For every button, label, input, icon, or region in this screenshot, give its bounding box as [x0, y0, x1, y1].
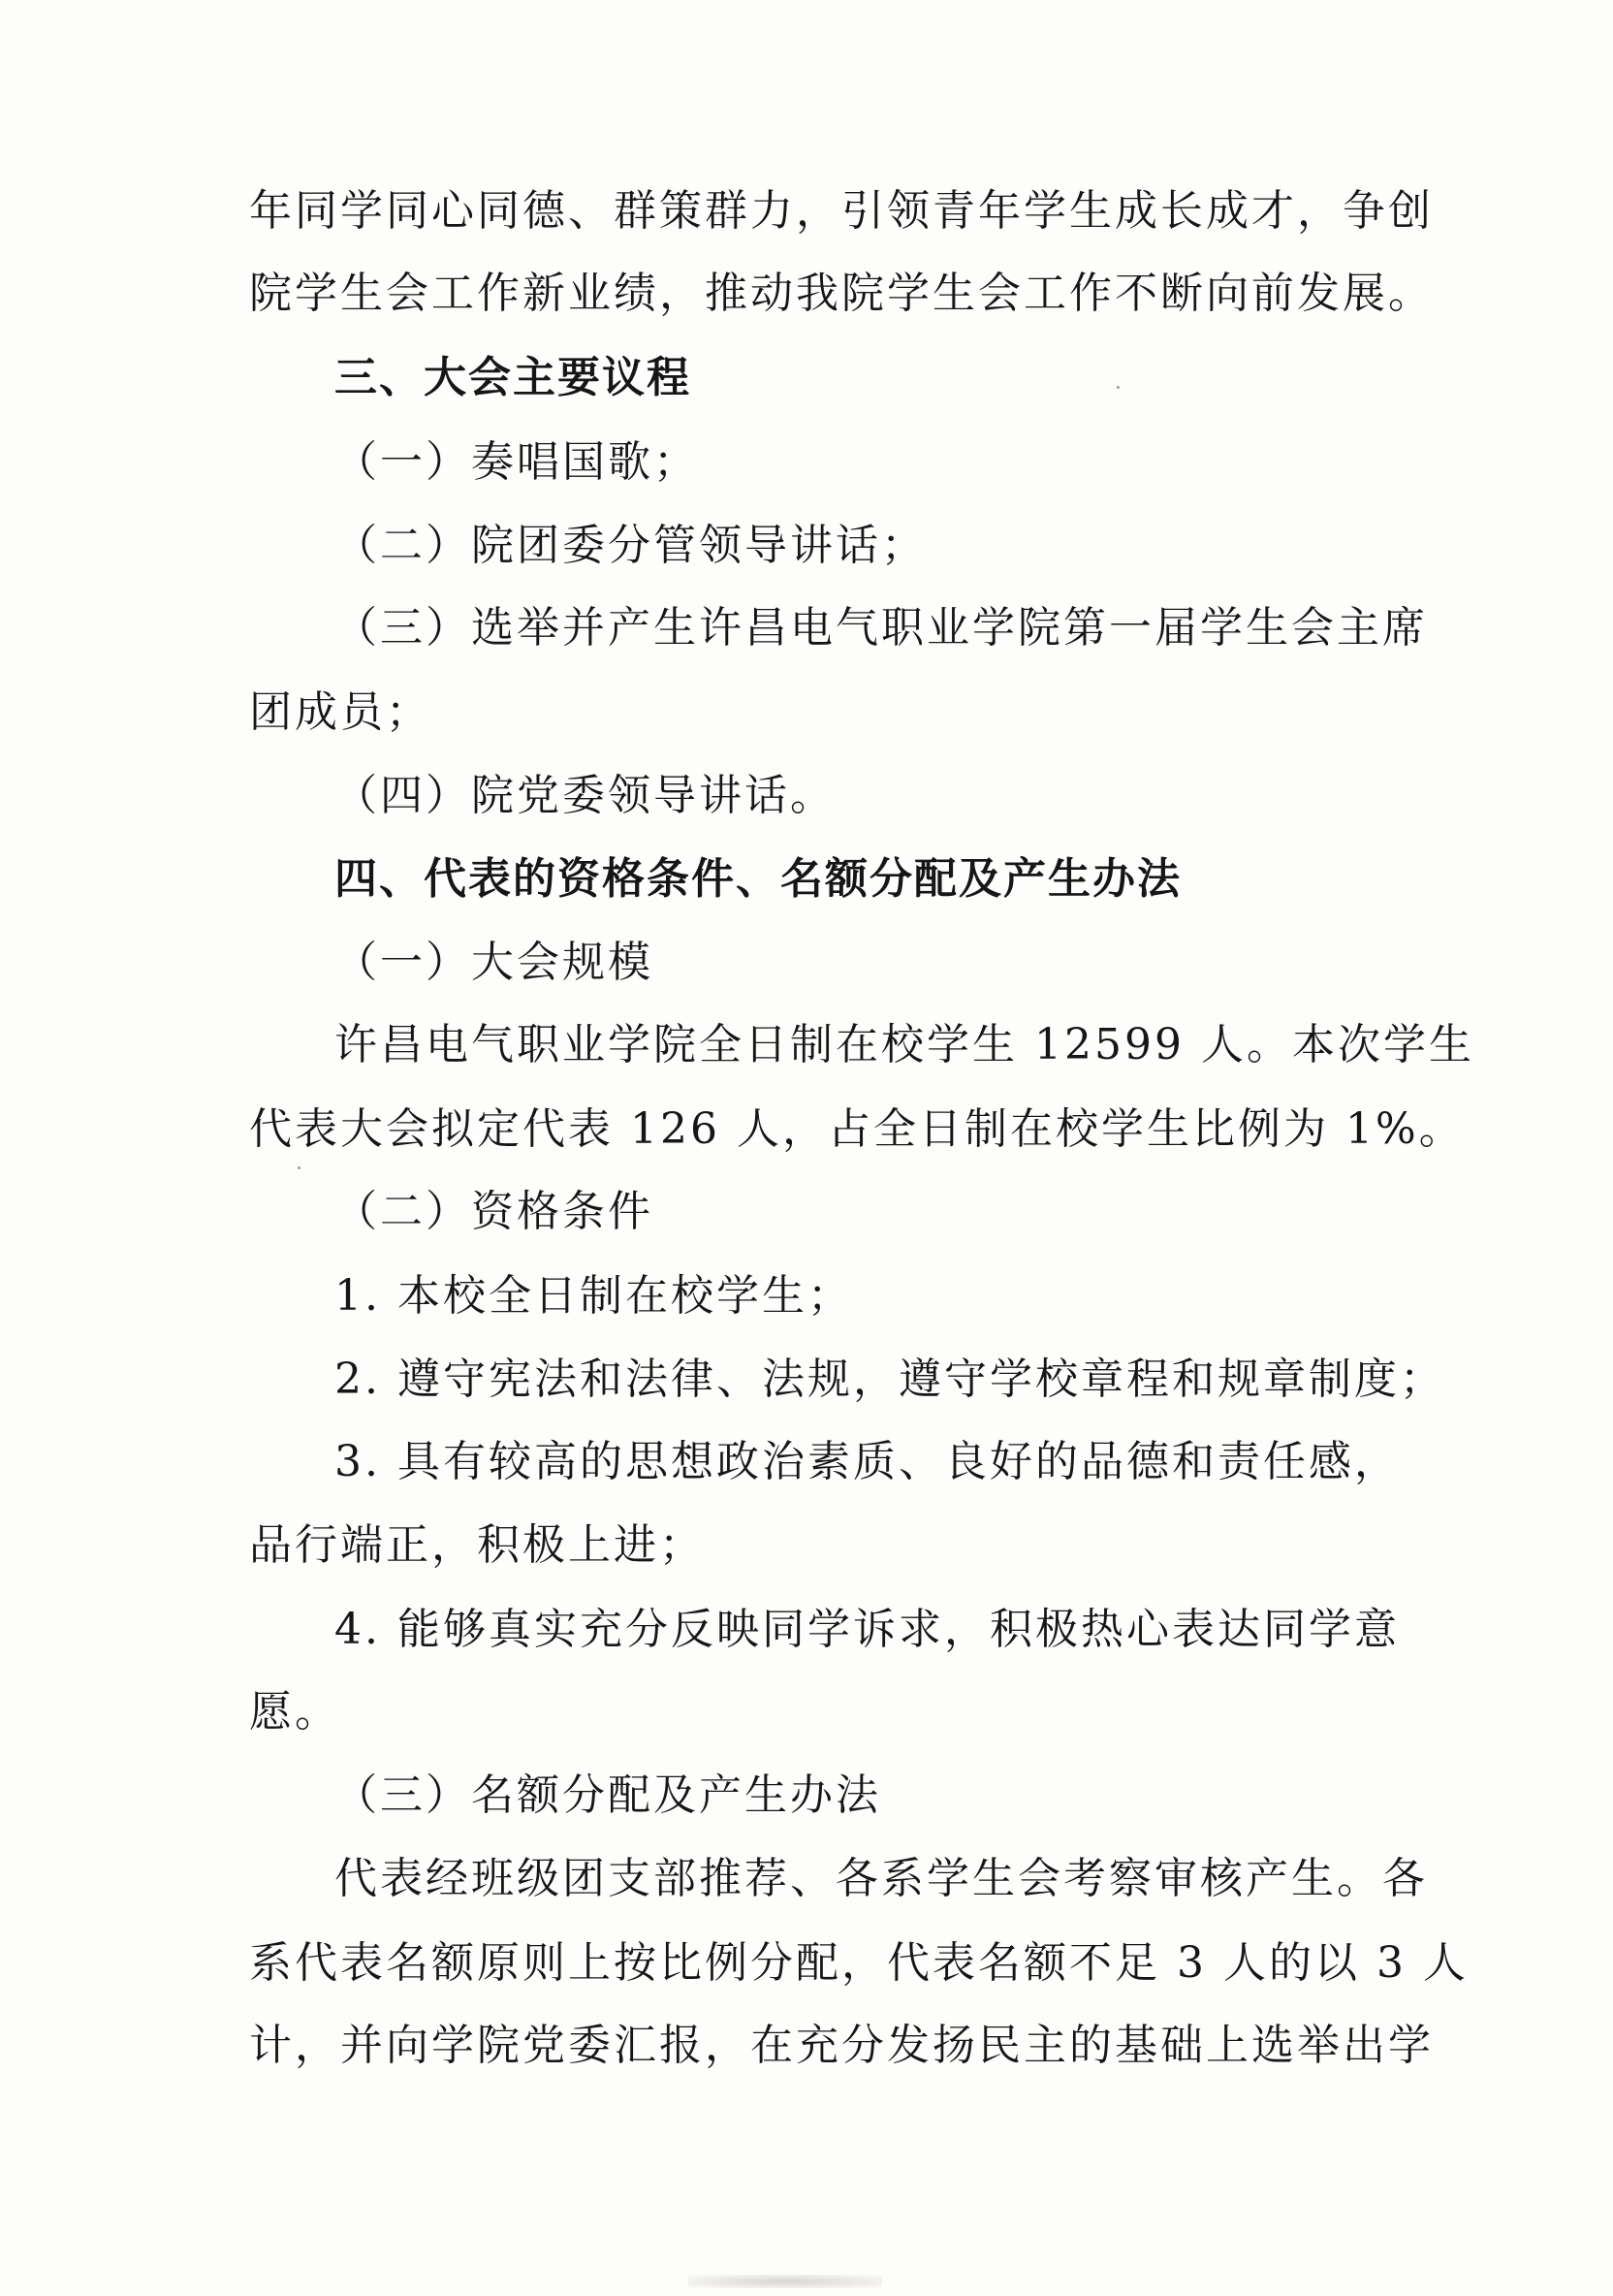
body-text-line: 许昌电气职业学院全日制在校学生 12599 人。本次学生 — [334, 1020, 1474, 1069]
scan-speck — [298, 1166, 300, 1169]
subsection-heading: （一）大会规模 — [334, 938, 653, 987]
condition-item-continuation: 愿。 — [249, 1687, 340, 1737]
body-text-line: 年同学同心同德、群策群力，引领青年学生成长成才，争创 — [249, 186, 1434, 236]
body-text-line: 代表经班级团支部推荐、各系学生会考察审核产生。各 — [334, 1854, 1428, 1903]
section-heading: 四、代表的资格条件、名额分配及产生办法 — [334, 854, 1182, 904]
agenda-item: （三）选举并产生许昌电气职业学院第一届学生会主席 — [334, 603, 1428, 653]
body-text-line: 计，并向学院党委汇报，在充分发扬民主的基础上选举出学 — [249, 2021, 1434, 2070]
condition-item: 4. 能够真实充分反映同学诉求，积极热心表达同学意 — [334, 1605, 1400, 1654]
agenda-item-continuation: 团成员； — [249, 687, 431, 737]
subsection-heading: （二）资格条件 — [334, 1187, 653, 1236]
body-text-line: 代表大会拟定代表 126 人，占全日制在校学生比例为 1%。 — [249, 1104, 1465, 1154]
condition-item: 1. 本校全日制在校学生； — [334, 1271, 853, 1321]
scan-smudge — [688, 2275, 882, 2288]
condition-item: 2. 遵守宪法和法律、法规，遵守学校章程和规章制度； — [334, 1355, 1445, 1404]
body-text-line: 院学生会工作新业绩，推动我院学生会工作不断向前发展。 — [249, 269, 1434, 318]
condition-item-continuation: 品行端正，积极上进； — [249, 1520, 705, 1570]
section-heading: 三、大会主要议程 — [334, 353, 691, 402]
condition-item: 3. 具有较高的思想政治素质、良好的品德和责任感， — [334, 1437, 1400, 1486]
agenda-item: （二）院团委分管领导讲话； — [334, 521, 927, 570]
body-text-line: 系代表名额原则上按比例分配，代表名额不足 3 人的以 3 人 — [249, 1938, 1469, 1988]
scan-speck — [1117, 386, 1120, 389]
agenda-item: （一）奏唱国歌； — [334, 437, 699, 487]
agenda-item: （四）院党委领导讲话。 — [334, 771, 836, 820]
subsection-heading: （三）名额分配及产生办法 — [334, 1770, 881, 1820]
